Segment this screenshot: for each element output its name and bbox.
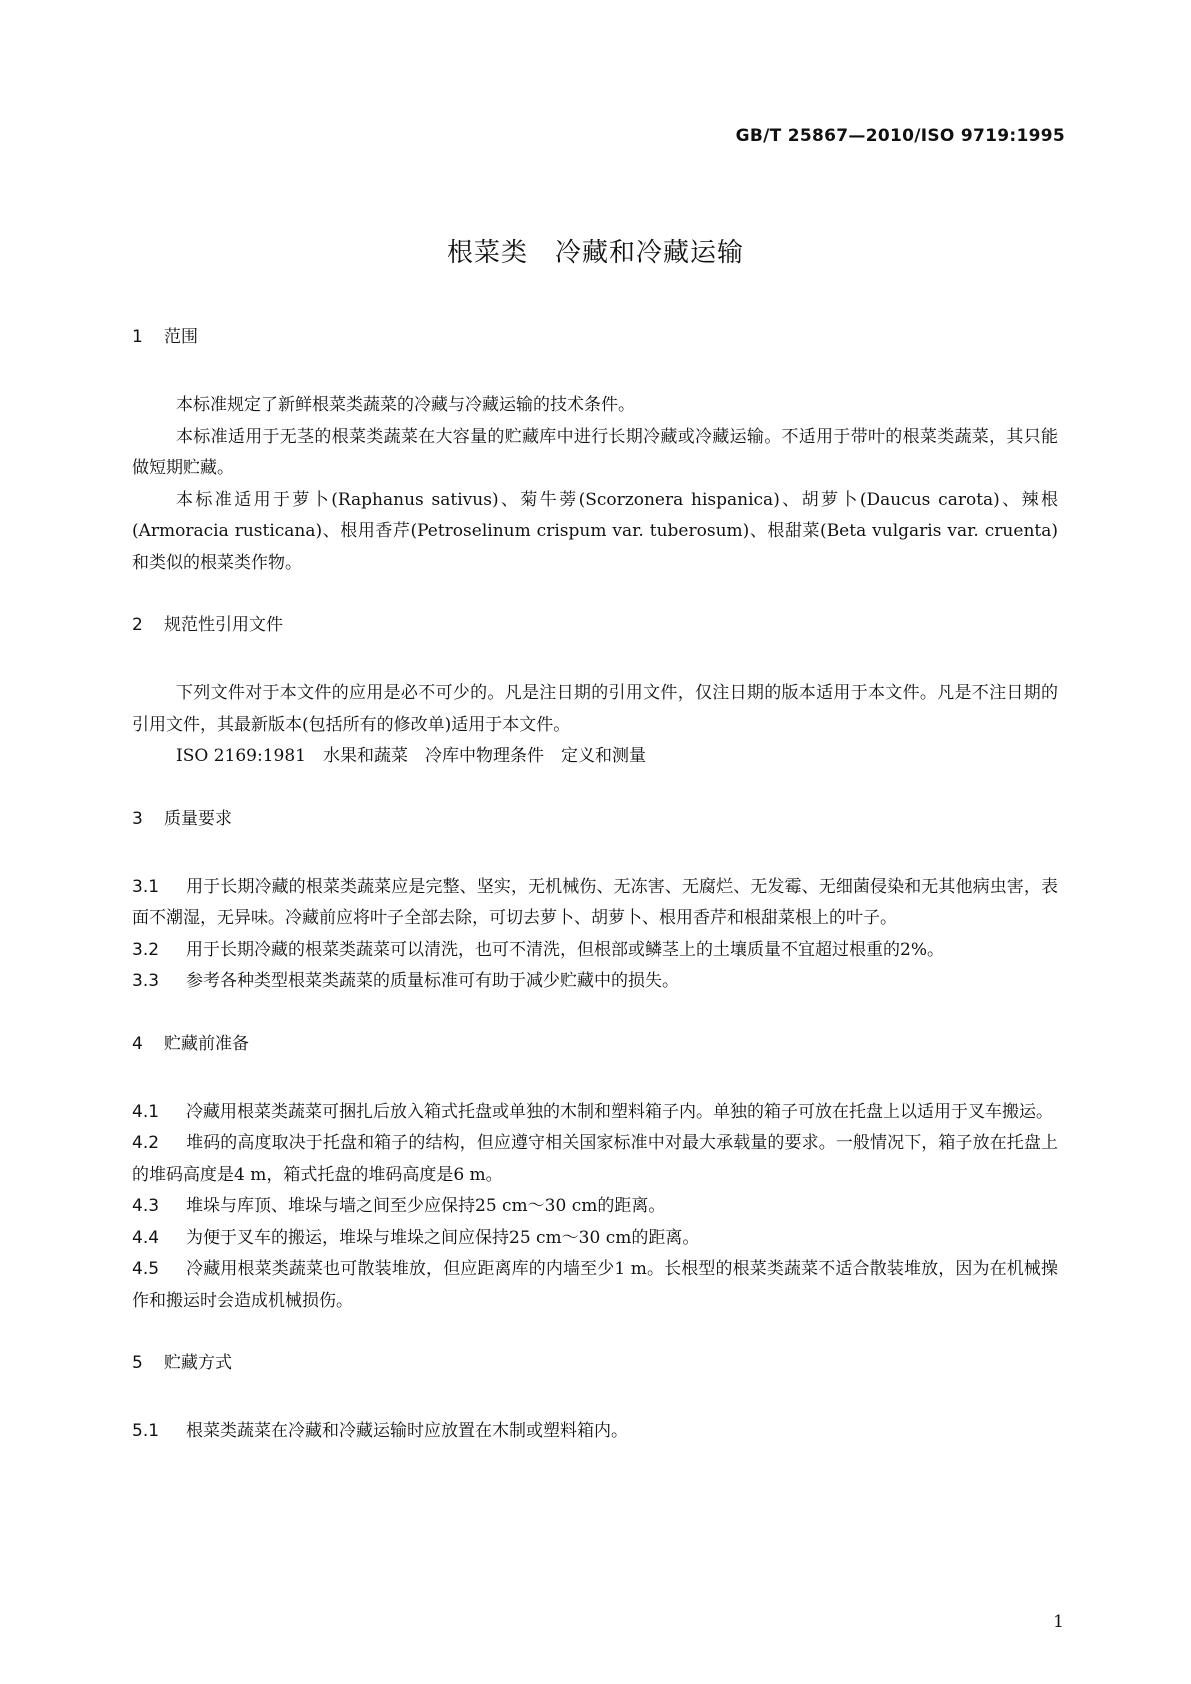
- paragraph: 本标准适用于萝卜(Raphanus sativus)、菊牛蒡(Scorzonera hispanica)、胡萝卜(Daucus carota)、辣根(Armoracia rusticana)、根用香芹(Petroselinum crispum var. tuberosum)、根甜菜(Beta vulgaris var. cruenta)和类似的根菜类作物。: [132, 489, 1058, 573]
- section-number: 2: [132, 615, 143, 635]
- clause-text: 用于长期冷藏的根菜类蔬菜可以清洗，也可不清洗，但根部或鳞茎上的土壤质量不宜超过根重的2%。: [186, 939, 944, 960]
- clause-number: 4.4: [132, 1227, 160, 1248]
- section-storage-preparation: [132, 1032, 1058, 1318]
- section-heading: [132, 1032, 1058, 1056]
- section-title: 质量要求: [164, 808, 232, 829]
- section-normative-references: [132, 613, 1058, 773]
- clause-number: 3.1: [132, 876, 160, 897]
- section-scope: [132, 325, 1058, 579]
- clause-text: 冷藏用根菜类蔬菜可捆扎后放入箱式托盘或单独的木制和塑料箱子内。单独的箱子可放在托盘上以适用于叉车搬运。: [186, 1101, 1053, 1122]
- section-number: 3: [132, 808, 143, 829]
- clause: [132, 1416, 1058, 1448]
- section-heading: [132, 325, 1058, 349]
- section-heading: [132, 1351, 1058, 1375]
- clause: [132, 1254, 1058, 1317]
- clause: [132, 1128, 1058, 1191]
- clause-text: 堆码的高度取决于托盘和箱子的结构，但应遵守相关国家标准中对最大承载量的要求。一般情况下，箱子放在托盘上的堆码高度是4 m，箱式托盘的堆码高度是6 m。: [132, 1133, 1058, 1185]
- section-number: 5: [132, 1353, 143, 1373]
- section-title: 贮藏方式: [164, 1353, 232, 1373]
- section-quality-requirements: [132, 807, 1058, 998]
- paragraph: 本标准适用于无茎的根菜类蔬菜在大容量的贮藏库中进行长期冷藏或冷藏运输。不适用于带叶的根菜类蔬菜，其只能做短期贮藏。: [132, 426, 1058, 478]
- clause: [132, 1223, 1058, 1255]
- clause: [132, 966, 1058, 998]
- clause: [132, 872, 1058, 935]
- clause: [132, 1191, 1058, 1223]
- section-storage-method: [132, 1351, 1058, 1448]
- paragraph: 本标准规定了新鲜根菜类蔬菜的冷藏与冷藏运输的技术条件。: [176, 395, 635, 415]
- clause-number: 4.3: [132, 1196, 160, 1216]
- clause-text: 冷藏用根菜类蔬菜也可散装堆放，但应距离库的内墙至少1 m。长根型的根菜类蔬菜不适合散装堆放，因为在机械操作和搬运时会造成机械损伤。: [132, 1259, 1058, 1311]
- clause-number: 3.2: [132, 939, 160, 960]
- clause-text: 堆垛与库顶、堆垛与墙之间至少应保持25 cm～30 cm的距离。: [186, 1196, 666, 1216]
- standard-code: GB/T 25867—2010/ISO 9719:1995: [735, 126, 1065, 146]
- clause-text: 为便于叉车的搬运，堆垛与堆垛之间应保持25 cm～30 cm的距离。: [186, 1227, 700, 1248]
- document-body: [132, 325, 1058, 1448]
- clause-text: 根菜类蔬菜在冷藏和冷藏运输时应放置在木制或塑料箱内。: [186, 1421, 628, 1441]
- clause-number: 4.1: [132, 1101, 160, 1122]
- page-number: 1: [1053, 1612, 1064, 1632]
- section-number: 4: [132, 1033, 143, 1054]
- clause-number: 4.5: [132, 1259, 160, 1279]
- paragraph: 下列文件对于本文件的应用是必不可少的。凡是注日期的引用文件，仅注日期的版本适用于本文件。凡是不注日期的引用文件，其最新版本(包括所有的修改单)适用于本文件。: [132, 683, 1058, 735]
- document-title: 根菜类 冷藏和冷藏运输: [446, 238, 744, 268]
- reference-entry: ISO 2169:1981 水果和蔬菜 冷库中物理条件 定义和测量: [176, 746, 646, 766]
- clause: [132, 1097, 1058, 1129]
- clause-number: 3.3: [132, 971, 160, 991]
- clause-number: 4.2: [132, 1133, 160, 1153]
- section-title: 规范性引用文件: [164, 615, 283, 635]
- clause-text: 用于长期冷藏的根菜类蔬菜应是完整、坚实，无机械伤、无冻害、无腐烂、无发霉、无细菌侵染和无其他病虫害，表面不潮湿，无异味。冷藏前应将叶子全部去除，可切去萝卜、胡萝卜、根用香芹和根甜菜根上的叶子。: [132, 876, 1058, 928]
- section-title: 范围: [164, 327, 198, 347]
- clause-number: 5.1: [132, 1421, 160, 1441]
- clause: [132, 935, 1058, 967]
- section-heading: [132, 807, 1058, 831]
- section-title: 贮藏前准备: [164, 1033, 249, 1054]
- section-heading: [132, 613, 1058, 637]
- section-number: 1: [132, 327, 143, 347]
- clause-text: 参考各种类型根菜类蔬菜的质量标准可有助于减少贮藏中的损失。: [186, 971, 679, 991]
